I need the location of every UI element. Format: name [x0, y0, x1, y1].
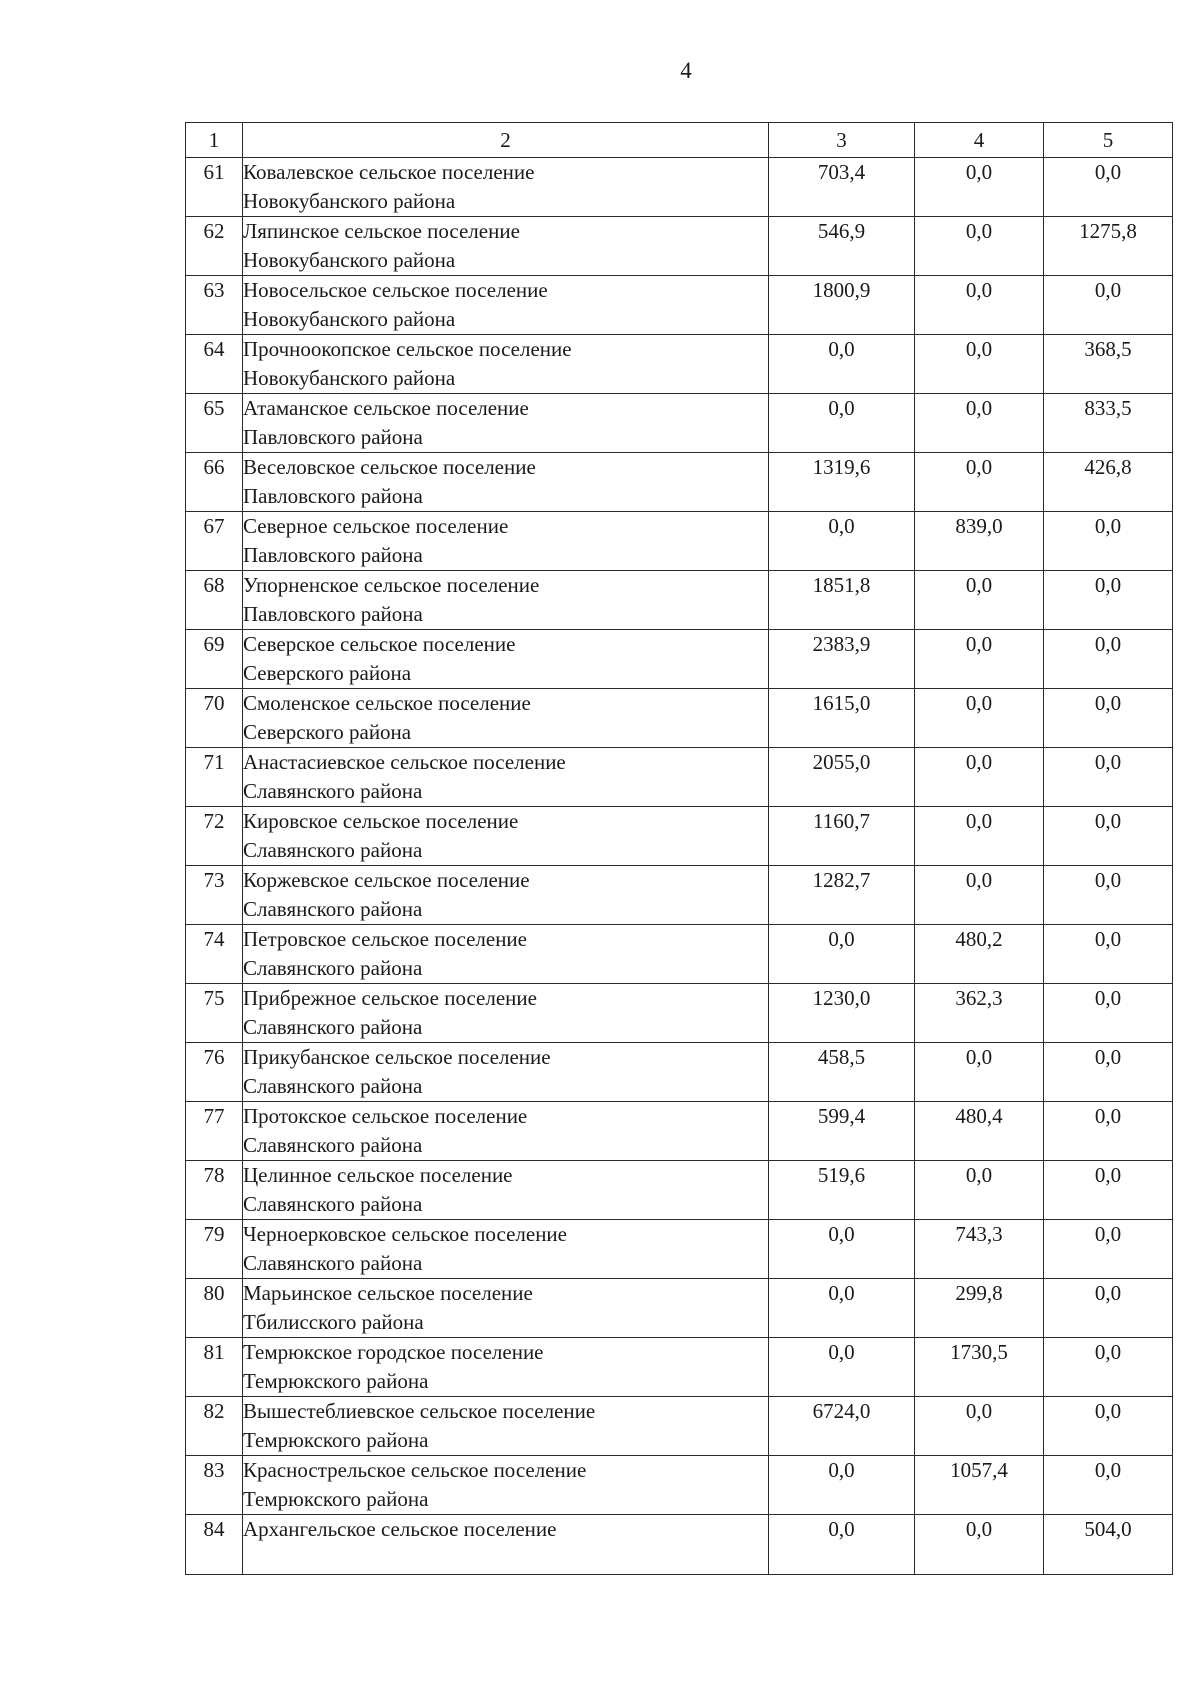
settlements-table	[185, 122, 1173, 1575]
district-name-line: Новокубанского района	[243, 307, 456, 331]
settlement-name-line: Ляпинское сельское поселение	[243, 219, 520, 243]
settlement-name	[243, 1102, 769, 1161]
table-row	[186, 158, 1173, 217]
column-header-2: 2	[243, 123, 769, 158]
district-name-line: Славянского района	[243, 956, 423, 980]
value-col-3: 703,4	[769, 158, 915, 217]
row-number: 64	[186, 335, 243, 394]
district-name-line: Новокубанского района	[243, 189, 456, 213]
value-col-4: 0,0	[915, 1161, 1044, 1220]
district-name-line: Тбилисского района	[243, 1310, 424, 1334]
table-row	[186, 925, 1173, 984]
column-header-4: 4	[915, 123, 1044, 158]
value-col-4: 0,0	[915, 453, 1044, 512]
table-row	[186, 748, 1173, 807]
settlement-name-line: Архангельское сельское поселение	[243, 1517, 557, 1541]
table-row	[186, 571, 1173, 630]
value-col-5: 426,8	[1044, 453, 1173, 512]
value-col-5: 1275,8	[1044, 217, 1173, 276]
settlement-name	[243, 217, 769, 276]
table-row	[186, 1043, 1173, 1102]
district-name-line: Павловского района	[243, 425, 423, 449]
value-col-3: 1282,7	[769, 866, 915, 925]
settlement-name-line: Северное сельское поселение	[243, 514, 509, 538]
settlement-name	[243, 512, 769, 571]
value-col-3: 6724,0	[769, 1397, 915, 1456]
value-col-5: 0,0	[1044, 1338, 1173, 1397]
value-col-3: 1615,0	[769, 689, 915, 748]
row-number: 72	[186, 807, 243, 866]
settlement-name	[243, 1161, 769, 1220]
settlement-name-line: Прикубанское сельское поселение	[243, 1045, 551, 1069]
value-col-3: 0,0	[769, 925, 915, 984]
table-row	[186, 984, 1173, 1043]
table-row	[186, 1279, 1173, 1338]
row-number: 76	[186, 1043, 243, 1102]
value-col-5: 0,0	[1044, 866, 1173, 925]
table-row	[186, 335, 1173, 394]
table-row	[186, 866, 1173, 925]
district-name-line: Славянского района	[243, 897, 423, 921]
row-number: 63	[186, 276, 243, 335]
value-col-5: 833,5	[1044, 394, 1173, 453]
settlement-name	[243, 453, 769, 512]
value-col-4: 0,0	[915, 630, 1044, 689]
settlement-name	[243, 1456, 769, 1515]
value-col-3: 0,0	[769, 335, 915, 394]
settlement-name	[243, 1220, 769, 1279]
settlement-name	[243, 394, 769, 453]
value-col-5: 0,0	[1044, 689, 1173, 748]
table-row	[186, 1338, 1173, 1397]
value-col-3: 0,0	[769, 1456, 915, 1515]
table-header-row	[186, 123, 1173, 158]
settlement-name	[243, 571, 769, 630]
settlement-name-line: Прибрежное сельское поселение	[243, 986, 537, 1010]
value-col-3: 1319,6	[769, 453, 915, 512]
table-row	[186, 1456, 1173, 1515]
value-col-3: 1230,0	[769, 984, 915, 1043]
settlement-name	[243, 925, 769, 984]
settlement-name	[243, 630, 769, 689]
settlement-name	[243, 689, 769, 748]
table-row	[186, 807, 1173, 866]
value-col-3: 519,6	[769, 1161, 915, 1220]
settlement-name	[243, 984, 769, 1043]
settlement-name	[243, 1515, 769, 1575]
district-name-line: Славянского района	[243, 1074, 423, 1098]
value-col-4: 0,0	[915, 689, 1044, 748]
district-name-line: Славянского района	[243, 1133, 423, 1157]
value-col-5: 0,0	[1044, 925, 1173, 984]
value-col-4: 0,0	[915, 217, 1044, 276]
value-col-4: 0,0	[915, 1515, 1044, 1575]
value-col-3: 0,0	[769, 512, 915, 571]
value-col-4: 839,0	[915, 512, 1044, 571]
row-number: 80	[186, 1279, 243, 1338]
settlement-name	[243, 335, 769, 394]
value-col-4: 0,0	[915, 158, 1044, 217]
value-col-5: 0,0	[1044, 630, 1173, 689]
settlement-name-line: Краснострельское сельское поселение	[243, 1458, 587, 1482]
table-row	[186, 1515, 1173, 1575]
row-number: 75	[186, 984, 243, 1043]
settlement-name-line: Целинное сельское поселение	[243, 1163, 513, 1187]
settlement-name	[243, 1043, 769, 1102]
value-col-5: 0,0	[1044, 1397, 1173, 1456]
district-name-line: Павловского района	[243, 602, 423, 626]
settlement-name-line: Коржевское сельское поселение	[243, 868, 530, 892]
row-number: 65	[186, 394, 243, 453]
value-col-5: 504,0	[1044, 1515, 1173, 1575]
settlement-name-line: Протокское сельское поселение	[243, 1104, 528, 1128]
value-col-4: 0,0	[915, 1397, 1044, 1456]
settlement-name	[243, 1397, 769, 1456]
district-name-line: Темрюкского района	[243, 1428, 429, 1452]
value-col-5: 0,0	[1044, 1220, 1173, 1279]
value-col-3: 1851,8	[769, 571, 915, 630]
value-col-3: 0,0	[769, 394, 915, 453]
value-col-3: 0,0	[769, 1338, 915, 1397]
settlement-name-line: Анастасиевское сельское поселение	[243, 750, 566, 774]
row-number: 74	[186, 925, 243, 984]
value-col-4: 480,2	[915, 925, 1044, 984]
value-col-4: 0,0	[915, 571, 1044, 630]
settlement-name-line: Веселовское сельское поселение	[243, 455, 536, 479]
value-col-3: 0,0	[769, 1515, 915, 1575]
settlement-name-line: Ковалевское сельское поселение	[243, 160, 535, 184]
settlement-name	[243, 1338, 769, 1397]
row-number: 69	[186, 630, 243, 689]
table-row	[186, 1397, 1173, 1456]
settlement-name-line: Вышестеблиевское сельское поселение	[243, 1399, 596, 1423]
table-row	[186, 689, 1173, 748]
value-col-5: 0,0	[1044, 1043, 1173, 1102]
value-col-5: 0,0	[1044, 748, 1173, 807]
district-name-line: Новокубанского района	[243, 248, 456, 272]
row-number: 84	[186, 1515, 243, 1575]
settlement-name-line: Кировское сельское поселение	[243, 809, 519, 833]
settlement-name	[243, 866, 769, 925]
settlement-name-line: Черноерковское сельское поселение	[243, 1222, 567, 1246]
district-name-line: Темрюкского района	[243, 1487, 429, 1511]
value-col-5: 0,0	[1044, 276, 1173, 335]
value-col-5: 0,0	[1044, 158, 1173, 217]
table-row	[186, 1102, 1173, 1161]
value-col-3: 1160,7	[769, 807, 915, 866]
table-row	[186, 1220, 1173, 1279]
row-number: 77	[186, 1102, 243, 1161]
value-col-4: 743,3	[915, 1220, 1044, 1279]
table-row	[186, 217, 1173, 276]
settlement-name	[243, 158, 769, 217]
table-row	[186, 394, 1173, 453]
district-name-line: Славянского района	[243, 838, 423, 862]
value-col-5: 0,0	[1044, 1102, 1173, 1161]
value-col-3: 546,9	[769, 217, 915, 276]
value-col-5: 0,0	[1044, 1161, 1173, 1220]
table-row	[186, 512, 1173, 571]
value-col-5: 0,0	[1044, 807, 1173, 866]
settlement-name-line: Темрюкское городское поселение	[243, 1340, 544, 1364]
value-col-3: 1800,9	[769, 276, 915, 335]
row-number: 78	[186, 1161, 243, 1220]
value-col-4: 299,8	[915, 1279, 1044, 1338]
value-col-5: 368,5	[1044, 335, 1173, 394]
row-number: 61	[186, 158, 243, 217]
value-col-3: 2383,9	[769, 630, 915, 689]
district-name-line: Славянского района	[243, 1251, 423, 1275]
value-col-3: 0,0	[769, 1279, 915, 1338]
table-row	[186, 276, 1173, 335]
table-body	[186, 158, 1173, 1575]
value-col-5: 0,0	[1044, 1279, 1173, 1338]
value-col-3: 0,0	[769, 1220, 915, 1279]
page-number: 4	[680, 58, 692, 83]
row-number: 68	[186, 571, 243, 630]
settlement-name	[243, 1279, 769, 1338]
district-name-line: Северского района	[243, 661, 412, 685]
value-col-4: 480,4	[915, 1102, 1044, 1161]
row-number: 83	[186, 1456, 243, 1515]
value-col-4: 362,3	[915, 984, 1044, 1043]
settlement-name-line: Упорненское сельское поселение	[243, 573, 540, 597]
value-col-4: 0,0	[915, 866, 1044, 925]
value-col-3: 458,5	[769, 1043, 915, 1102]
column-header-1: 1	[186, 123, 243, 158]
column-header-5: 5	[1044, 123, 1173, 158]
value-col-4: 0,0	[915, 748, 1044, 807]
settlement-name-line: Марьинское сельское поселение	[243, 1281, 533, 1305]
settlement-name-line: Петровское сельское поселение	[243, 927, 527, 951]
table-row	[186, 630, 1173, 689]
district-name-line: Славянского района	[243, 779, 423, 803]
settlement-name-line: Атаманское сельское поселение	[243, 396, 529, 420]
value-col-5: 0,0	[1044, 984, 1173, 1043]
district-name-line: Славянского района	[243, 1015, 423, 1039]
settlement-name-line: Северское сельское поселение	[243, 632, 516, 656]
value-col-5: 0,0	[1044, 512, 1173, 571]
settlement-name-line: Прочноокопское сельское поселение	[243, 337, 572, 361]
row-number: 67	[186, 512, 243, 571]
value-col-4: 0,0	[915, 335, 1044, 394]
value-col-5: 0,0	[1044, 571, 1173, 630]
district-name-line: Новокубанского района	[243, 366, 456, 390]
table-row	[186, 453, 1173, 512]
settlement-name	[243, 807, 769, 866]
value-col-3: 599,4	[769, 1102, 915, 1161]
row-number: 70	[186, 689, 243, 748]
value-col-3: 2055,0	[769, 748, 915, 807]
row-number: 71	[186, 748, 243, 807]
value-col-4: 0,0	[915, 807, 1044, 866]
table-row	[186, 1161, 1173, 1220]
row-number: 79	[186, 1220, 243, 1279]
settlement-name-line: Смоленское сельское поселение	[243, 691, 531, 715]
value-col-4: 0,0	[915, 1043, 1044, 1102]
column-header-3: 3	[769, 123, 915, 158]
district-name-line: Павловского района	[243, 484, 423, 508]
district-name-line: Славянского района	[243, 1192, 423, 1216]
value-col-4: 1057,4	[915, 1456, 1044, 1515]
value-col-4: 0,0	[915, 276, 1044, 335]
value-col-5: 0,0	[1044, 1456, 1173, 1515]
row-number: 82	[186, 1397, 243, 1456]
district-name-line: Павловского района	[243, 543, 423, 567]
value-col-4: 0,0	[915, 394, 1044, 453]
district-name-line: Темрюкского района	[243, 1369, 429, 1393]
settlement-name	[243, 276, 769, 335]
row-number: 81	[186, 1338, 243, 1397]
row-number: 66	[186, 453, 243, 512]
value-col-4: 1730,5	[915, 1338, 1044, 1397]
settlement-name-line: Новосельское сельское поселение	[243, 278, 548, 302]
row-number: 62	[186, 217, 243, 276]
settlement-name	[243, 748, 769, 807]
district-name-line: Северского района	[243, 720, 412, 744]
row-number: 73	[186, 866, 243, 925]
